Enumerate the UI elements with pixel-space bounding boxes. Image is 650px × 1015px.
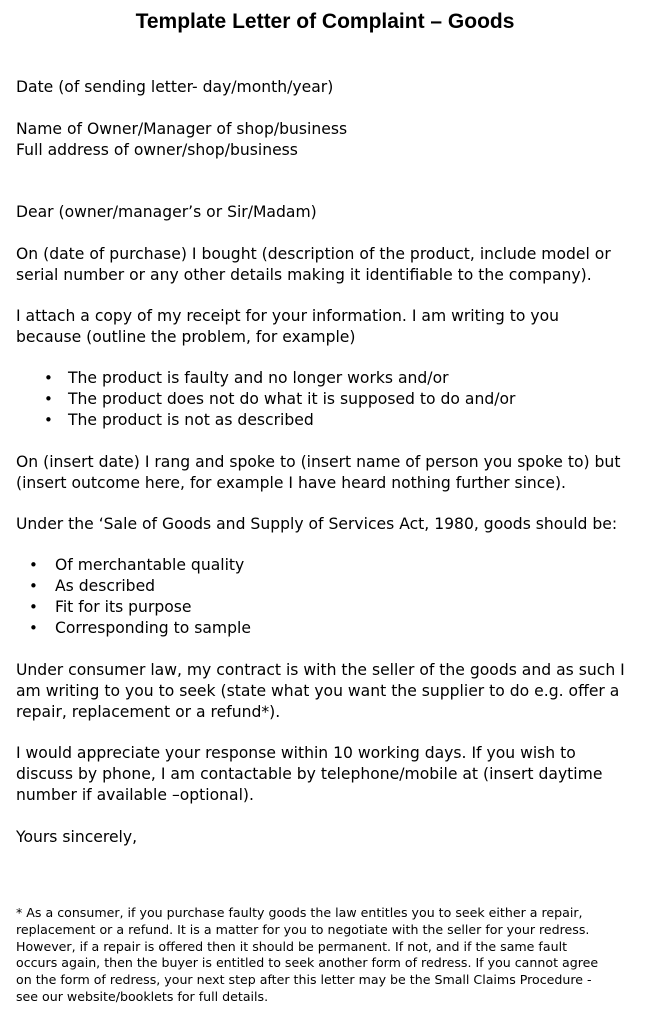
paragraph-line: serial number or any other details making it identifiable to the company). bbox=[16, 266, 592, 284]
list-item-text: The product is faulty and no longer works and/or bbox=[68, 369, 449, 387]
closing: Yours sincerely, bbox=[16, 828, 138, 846]
paragraph-line: I attach a copy of my receipt for your information. I am writing to you bbox=[16, 307, 560, 325]
law-paragraph bbox=[16, 660, 636, 723]
receipt-paragraph bbox=[16, 306, 636, 348]
list-item bbox=[44, 368, 515, 389]
salutation: Dear (owner/manager’s or Sir/Madam) bbox=[16, 203, 317, 221]
paragraph-line: am writing to you to seek (state what you want the supplier to do e.g. offer a bbox=[16, 682, 620, 700]
footnote-line: see our website/booklets for full details. bbox=[16, 988, 269, 1004]
list-item-text: Corresponding to sample bbox=[55, 619, 251, 637]
bullet-icon: • bbox=[44, 369, 53, 387]
problem-list bbox=[44, 368, 516, 431]
paragraph-line: (insert outcome here, for example I have heard nothing further since). bbox=[16, 474, 566, 492]
list-item-text: As described bbox=[55, 577, 156, 595]
list-item bbox=[29, 597, 251, 618]
paragraph-line: because (outline the problem, for example) bbox=[16, 328, 356, 346]
list-item bbox=[44, 410, 515, 431]
bullet-icon: • bbox=[44, 411, 53, 429]
footnote-line: occurs again, then the buyer is entitled to seek another form of redress. If you cannot agree bbox=[16, 955, 599, 971]
list-item bbox=[29, 576, 251, 597]
footnote-line: * As a consumer, if you purchase faulty goods the law entitles you to seek either a repair, bbox=[16, 905, 583, 920]
footnote-line: replacement or a refund. It is a matter for you to negotiate with the seller for your redress. bbox=[16, 921, 590, 937]
paragraph-line: number if available –optional). bbox=[16, 786, 254, 804]
date-line: Date (of sending letter- day/month/year) bbox=[16, 78, 334, 96]
list-item-text: The product does not do what it is supposed to do and/or bbox=[68, 390, 516, 408]
paragraph-line: Under consumer law, my contract is with the seller of the goods and as such I bbox=[16, 661, 625, 679]
contact-paragraph bbox=[16, 452, 636, 494]
list-item bbox=[29, 618, 251, 639]
bullet-icon: • bbox=[29, 577, 38, 595]
act-intro: Under the ‘Sale of Goods and Supply of Services Act, 1980, goods should be: bbox=[16, 515, 618, 533]
response-paragraph bbox=[16, 743, 636, 806]
paragraph-line: repair, replacement or a refund*). bbox=[16, 703, 281, 721]
address-line: Name of Owner/Manager of shop/business bbox=[16, 120, 348, 138]
page-title: Template Letter of Complaint – Goods bbox=[135, 10, 515, 33]
bullet-icon: • bbox=[29, 619, 38, 637]
act-list bbox=[29, 555, 251, 639]
list-item-text: Fit for its purpose bbox=[55, 598, 192, 616]
list-item bbox=[29, 555, 251, 576]
bullet-icon: • bbox=[29, 556, 38, 574]
purchase-paragraph bbox=[16, 244, 636, 286]
paragraph-line: On (date of purchase) I bought (description of the product, include model or bbox=[16, 245, 611, 263]
recipient-address bbox=[16, 119, 636, 161]
paragraph-line: discuss by phone, I am contactable by telephone/mobile at (insert daytime bbox=[16, 765, 603, 783]
bullet-icon: • bbox=[29, 598, 38, 616]
footnote-line: on the form of redress, your next step after this letter may be the Small Claims Procedure - bbox=[16, 972, 592, 988]
bullet-icon: • bbox=[44, 390, 53, 408]
paragraph-line: I would appreciate your response within 10 working days. If you wish to bbox=[16, 744, 576, 762]
list-item-text: Of merchantable quality bbox=[55, 556, 245, 574]
list-item bbox=[44, 389, 516, 410]
paragraph-line: On (insert date) I rang and spoke to (insert name of person you spoke to) but bbox=[16, 453, 621, 471]
footnote-line: However, if a repair is offered then it should be permanent. If not, and if the same fault bbox=[16, 938, 568, 954]
footnote bbox=[16, 905, 641, 1006]
address-line: Full address of owner/shop/business bbox=[16, 141, 298, 159]
list-item-text: The product is not as described bbox=[68, 411, 314, 429]
